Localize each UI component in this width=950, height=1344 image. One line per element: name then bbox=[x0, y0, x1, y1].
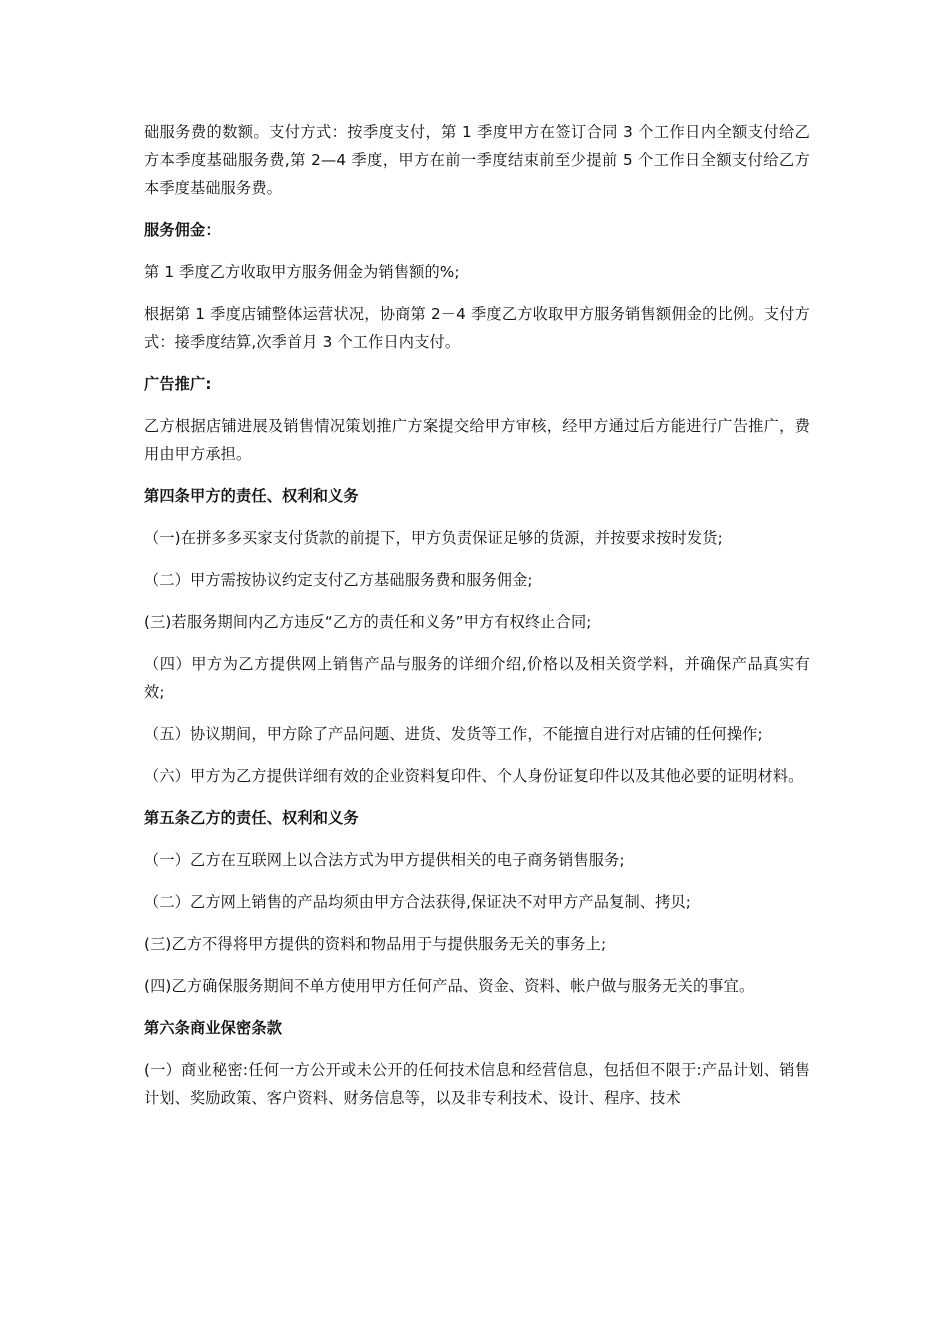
paragraph-article-4-item-5: （五）协议期间，甲方除了产品问题、进货、发货等工作，不能擅自进行对店铺的任何操作; bbox=[144, 725, 763, 743]
paragraph-article-5-item-3: (三)乙方不得将甲方提供的资料和物品用于与提供服务无关的事务上; bbox=[144, 935, 607, 953]
heading-service-commission: 服务佣金： bbox=[144, 221, 221, 239]
paragraph-article-5-item-1: （一）乙方在互联网上以合法方式为甲方提供相关的电子商务销售服务; bbox=[144, 851, 625, 869]
heading-article-5: 第五条乙方的责任、权利和义务 bbox=[144, 809, 359, 827]
paragraph-article-6-item-1: (一）商业秘密:任何一方公开或未公开的任何技术信息和经营信息，包括但不限于:产品计划、销售计划、奖励政策、客户资料、财务信息等，以及非专利技术、设计、程序、技术 bbox=[144, 1061, 810, 1107]
document-body bbox=[144, 118, 810, 1112]
paragraph-base-fee-payment: 础服务费的数额。支付方式：按季度支付，第 1 季度甲方在签订合同 3 个工作日内全额支付给乙方本季度基础服务费,第 2—4 季度，甲方在前一季度结束前至少提前 5 个工作日全额支付给乙方本季度基础服务费。 bbox=[144, 123, 810, 197]
paragraph-q2-q4-commission: 根据第 1 季度店铺整体运营状况，协商第 2－4 季度乙方收取甲方服务销售额佣金的比例。支付方式：接季度结算,次季首月 3 个工作日内支付。 bbox=[144, 305, 810, 351]
paragraph-article-5-item-2: （二）乙方网上销售的产品均须由甲方合法获得,保证决不对甲方产品复制、拷贝; bbox=[144, 893, 692, 911]
paragraph-article-4-item-4: （四）甲方为乙方提供网上销售产品与服务的详细介绍,价格以及相关资学料，并确保产品真实有效; bbox=[144, 655, 810, 701]
heading-advertising: 广告推广: bbox=[144, 375, 212, 393]
paragraph-article-4-item-6: （六）甲方为乙方提供详细有效的企业资料复印件、个人身份证复印件以及其他必要的证明材料。 bbox=[144, 767, 804, 785]
heading-article-6: 第六条商业保密条款 bbox=[144, 1019, 283, 1037]
paragraph-article-4-item-1: （一)在拼多多买家支付货款的前提下，甲方负责保证足够的货源，并按要求按时发货; bbox=[144, 529, 723, 547]
paragraph-article-4-item-2: （二）甲方需按协议约定支付乙方基础服务费和服务佣金; bbox=[144, 571, 533, 589]
heading-article-4: 第四条甲方的责任、权利和义务 bbox=[144, 487, 359, 505]
paragraph-article-5-item-4: (四)乙方确保服务期间不单方使用甲方任何产品、资金、资料、帐户做与服务无关的事宜。 bbox=[144, 977, 755, 995]
paragraph-advertising: 乙方根据店铺进展及销售情况策划推广方案提交给甲方审核，经甲方通过后方能进行广告推广，费用由甲方承担。 bbox=[144, 417, 810, 463]
paragraph-article-4-item-3: (三)若服务期间内乙方违反“乙方的责任和义务”甲方有权终止合同; bbox=[144, 613, 592, 631]
paragraph-q1-commission: 第 1 季度乙方收取甲方服务佣金为销售额的%; bbox=[144, 263, 460, 281]
